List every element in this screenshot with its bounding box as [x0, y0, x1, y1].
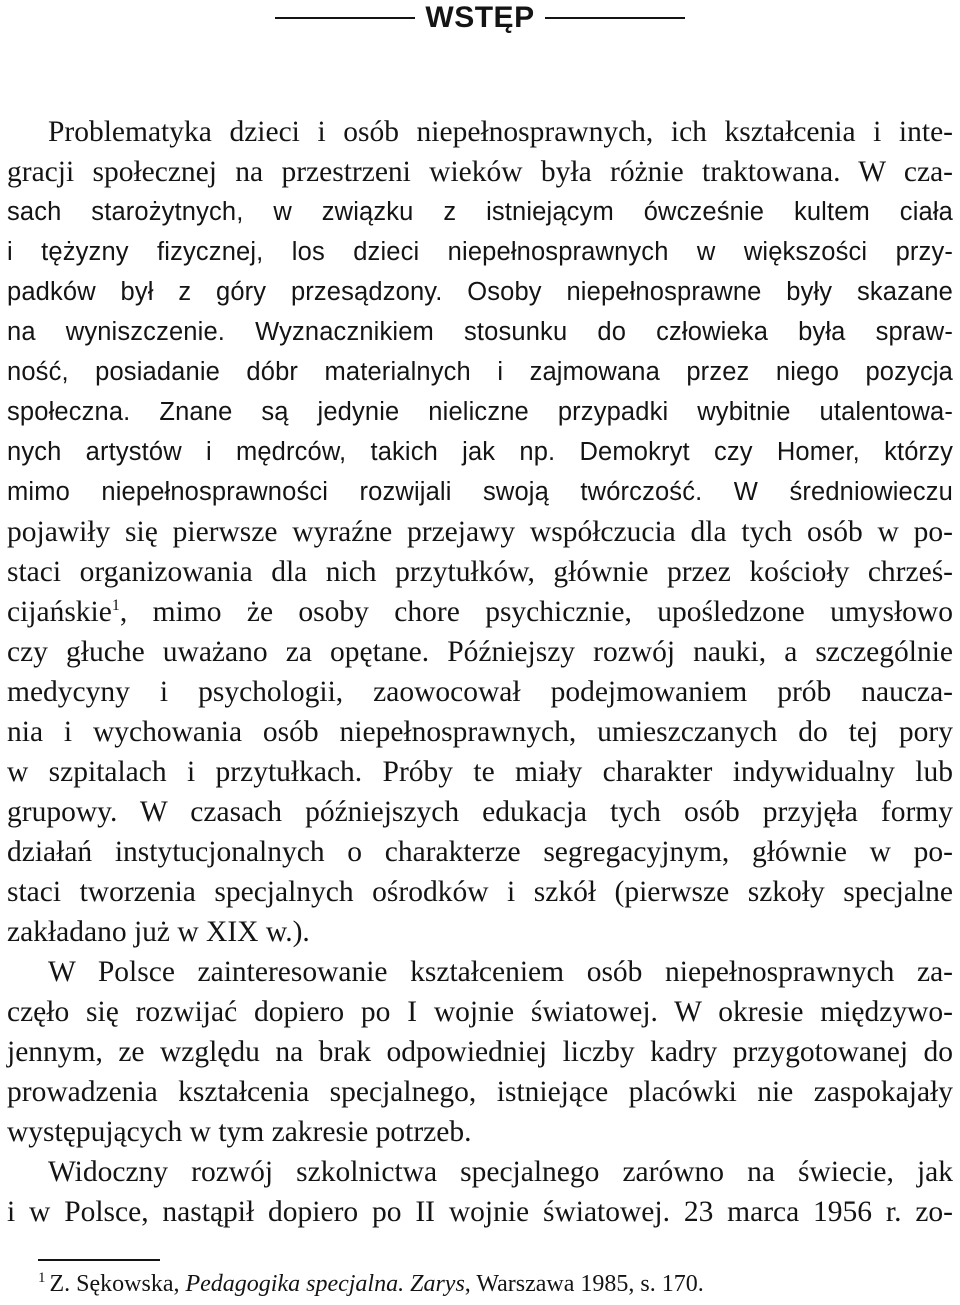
text-line: jennym, ze względu na brak odpowiedniej liczby kadry przygotowanej do — [7, 1036, 953, 1068]
text-line: i tężyzny fizycznej, los dzieci niepełnosprawnych w większości przy- — [7, 238, 953, 266]
text-line: padków był z góry przesądzony. Osoby niepełnosprawne były skazane — [7, 278, 953, 306]
text-line: na wyniszczenie. Wyznacznikiem stosunku do człowieka była spraw- — [7, 318, 953, 346]
text-line: ność, posiadanie dóbr materialnych i zajmowana przez niego pozycja — [7, 358, 953, 386]
footnote-author: Z. Sękowska, — [49, 1271, 186, 1297]
text-line: nia i wychowania osób niepełnosprawnych, umieszczanych do tej pory — [7, 716, 953, 748]
footnote — [38, 1268, 704, 1300]
text-line: mimo niepełnosprawności rozwijali swoją twórczość. W średniowieczu — [7, 478, 953, 506]
heading-rule-left — [275, 17, 415, 19]
text-line: medycyny i psychologii, zaowocował podejmowaniem prób naucza- — [7, 676, 953, 708]
footnote-separator — [38, 1259, 160, 1261]
text-line: prowadzenia kształcenia specjalnego, istniejące placówki nie zaspokajały — [7, 1076, 953, 1108]
text-line: występujących w tym zakresie potrzeb. — [7, 1116, 472, 1148]
text-line: czy głuche uważano za opętane. Późniejszy rozwój nauki, a szczególnie — [7, 636, 953, 668]
text-line: w szpitalach i przytułkach. Próby te miały charakter indywidualny lub — [7, 756, 953, 788]
text-fragment: , mimo że osoby chore psychicznie, upośledzone umysłowo — [119, 596, 953, 628]
text-line: częło się rozwijać dopiero po I wojnie światowej. W okresie międzywo- — [7, 996, 953, 1028]
text-line: i w Polsce, nastąpił dopiero po II wojnie światowej. 23 marca 1956 r. zo- — [7, 1196, 953, 1228]
text-line: W Polsce zainteresowanie kształceniem osób niepełnosprawnych za- — [48, 956, 953, 988]
text-line: staci tworzenia specjalnych ośrodków i szkół (pierwsze szkoły specjalne — [7, 876, 953, 908]
heading-rule-right — [545, 17, 685, 19]
text-line: staci organizowania dla nich przytułków, głównie przez kościoły chrześ- — [7, 556, 953, 588]
chapter-heading — [0, 0, 960, 36]
text-line: zakładano już w XIX w.). — [7, 916, 310, 948]
text-line: działań instytucjonalnych o charakterze segregacyjnym, głównie w po- — [7, 836, 953, 868]
footnote-reference: 1 — [111, 597, 120, 615]
text-line: sach starożytnych, w związku z istniejącym ówcześnie kultem ciała — [7, 198, 953, 226]
text-line: nych artystów i mędrców, takich jak np. Demokryt czy Homer, którzy — [7, 438, 953, 466]
text-fragment: cijańskie — [7, 596, 112, 628]
chapter-title: WSTĘP — [425, 1, 535, 34]
text-line: społeczna. Znane są jedynie nieliczne przypadki wybitnie utalentowa- — [7, 398, 953, 426]
text-line: Widoczny rozwój szkolnictwa specjalnego zarówno na świecie, jak — [48, 1156, 953, 1188]
footnote-book-title: Pedagogika specjalna. Zarys — [185, 1271, 465, 1297]
text-line: pojawiły się pierwsze wyraźne przejawy współczucia dla tych osób w po- — [7, 516, 953, 548]
footnote-number: 1 — [38, 1270, 46, 1286]
footnote-publication: , Warszawa 1985, s. 170. — [464, 1271, 704, 1297]
text-line: Problematyka dzieci i osób niepełnosprawnych, ich kształcenia i inte- — [48, 116, 953, 148]
text-line: grupowy. W czasach późniejszych edukacja tych osób przyjęła formy — [7, 796, 953, 828]
text-line: gracji społecznej na przestrzeni wieków była różnie traktowana. W cza- — [7, 156, 953, 188]
text-line — [7, 592, 953, 632]
